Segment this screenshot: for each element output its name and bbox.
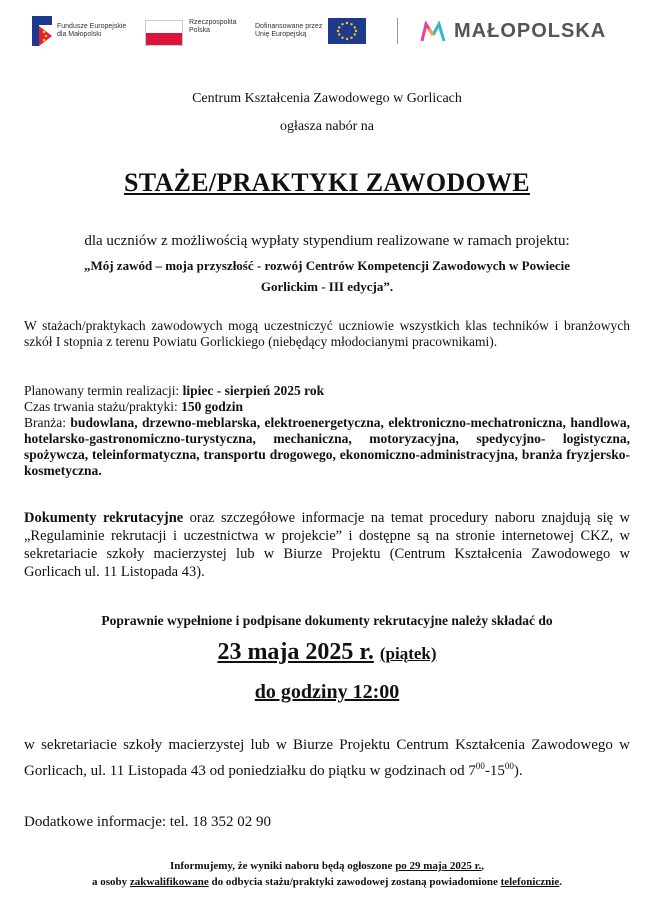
documents-bold: Dokumenty rekrutacyjne	[24, 510, 184, 526]
term-value: lipiec - sierpień 2025 rok	[182, 383, 325, 398]
documents-text: oraz szczegółowe informacje na temat procedury naboru znajdują się w „Regulaminie rekrutacji i uczestnictwa w projekcie” i dostępne są na stronie internetowej CKZ, w sekretariacie szkoły macierzystej lub w Biurze Projektu (Centrum Kształcenia Zawodowego w Gorlicach ul. 11 Listopada 43).	[24, 510, 631, 580]
place-mid: -15	[484, 763, 505, 779]
documents-paragraph	[24, 509, 630, 581]
place-text: w sekretariacie szkoły macierzystej lub w Biurze Projektu Centrum Kształcenia Zawodowego w Gorlicach, ul. 11 Listopada 43 od poniedziałku do piątku w godzinach od 7	[24, 737, 630, 779]
project-details	[24, 383, 630, 479]
logo-divider	[397, 18, 398, 44]
malopolska-m-icon	[420, 21, 446, 43]
rp-logo	[145, 20, 236, 46]
branches-line	[24, 415, 630, 479]
footer-l1-text: Informujemy, że wyniki naboru będą ogłoszone	[169, 860, 396, 872]
intro-text: dla uczniów z możliwością wypłaty stypendium realizowane w ramach projektu:	[84, 233, 570, 249]
submission-place	[24, 735, 630, 782]
deadline-intro: Poprawnie wypełnione i podpisane dokumenty rekrutacyjne należy składać do	[101, 613, 553, 628]
branches-label: Branża:	[24, 415, 71, 430]
footer-l2-qualified: zakwalifikowane	[129, 876, 209, 888]
footer-l1-comma: ,	[481, 860, 485, 872]
logo-bar	[0, 0, 654, 60]
footer-l2-a: a osoby	[92, 876, 130, 888]
deadline-weekday: (piątek)	[379, 644, 437, 663]
term-line	[24, 383, 630, 399]
rp-logo-text: Rzeczpospolita Polska	[189, 19, 237, 34]
eu-flag-icon	[328, 18, 366, 44]
footer-l2-phone: telefonicznie	[500, 876, 560, 888]
eu-logo	[255, 18, 366, 44]
duration-line	[24, 399, 630, 415]
fe-logo-text: Fundusze Europejskie dla Małopolski	[57, 23, 127, 38]
duration-label: Czas trwania stażu/praktyki:	[24, 399, 182, 414]
contact-info: Dodatkowe informacje: tel. 18 352 02 90	[24, 814, 272, 830]
footer-line-1	[24, 858, 630, 874]
project-name-line-1: „Mój zawód – moja przyszłość - rozwój Centrów Kompetencji Zawodowych w Powiecie	[83, 258, 571, 273]
branches-value: budowlana, drzewno-meblarska, elektroenergetyczna, elektroniczno-mechatroniczna, handlowa, hotelarsko-gastronomiczno-turystyczna, mechaniczna, motoryzacyjna, spedycyjno- logistyczna, spożywcza, teleinformatyczna, transportu drogowego, ekonomiczno-administracyjna, branża fryzjersko-kosmetyczna.	[24, 415, 630, 478]
header-line-2: ogłasza nabór na	[279, 119, 375, 134]
footer-note	[24, 858, 630, 890]
malopolska-text: MAŁOPOLSKA	[454, 20, 607, 42]
place-sup-2: 00	[504, 761, 514, 771]
deadline-time: do godziny 12:00	[254, 681, 400, 703]
fe-logo	[32, 16, 126, 46]
fe-logo-icon	[32, 16, 52, 46]
term-label: Planowany termin realizacji:	[24, 383, 183, 398]
footer-l2-end: .	[559, 876, 562, 888]
header-line-1: Centrum Kształcenia Zawodowego w Gorlicach	[192, 91, 462, 106]
deadline-date: 23 maja 2025 r.	[217, 639, 374, 665]
place-sup-1: 00	[475, 761, 485, 771]
page-title: STAŻE/PRAKTYKI ZAWODOWE	[124, 168, 530, 197]
results-date: po 29 maja 2025 r.	[395, 860, 482, 872]
eu-logo-text: Dofinansowane przez Unię Europejską	[255, 23, 323, 38]
duration-value: 150 godzin	[181, 399, 243, 414]
malopolska-logo	[420, 20, 606, 43]
footer-l2-c: do odbycia stażu/praktyki zawodowej zostaną powiadomione	[208, 876, 501, 888]
place-end: ).	[513, 763, 523, 779]
project-name-line-2: Gorlickim - III edycja”.	[260, 279, 394, 294]
polish-flag-icon	[145, 20, 183, 46]
eligibility-text: W stażach/praktykach zawodowych mogą uczestniczyć uczniowie wszystkich klas techników i branżowych szkół I stopnia z terenu Powiatu Gorlickiego (niebędący młodocianymi pracownikami).	[24, 318, 630, 349]
deadline-date-line	[24, 639, 630, 666]
footer-line-2	[24, 874, 630, 890]
